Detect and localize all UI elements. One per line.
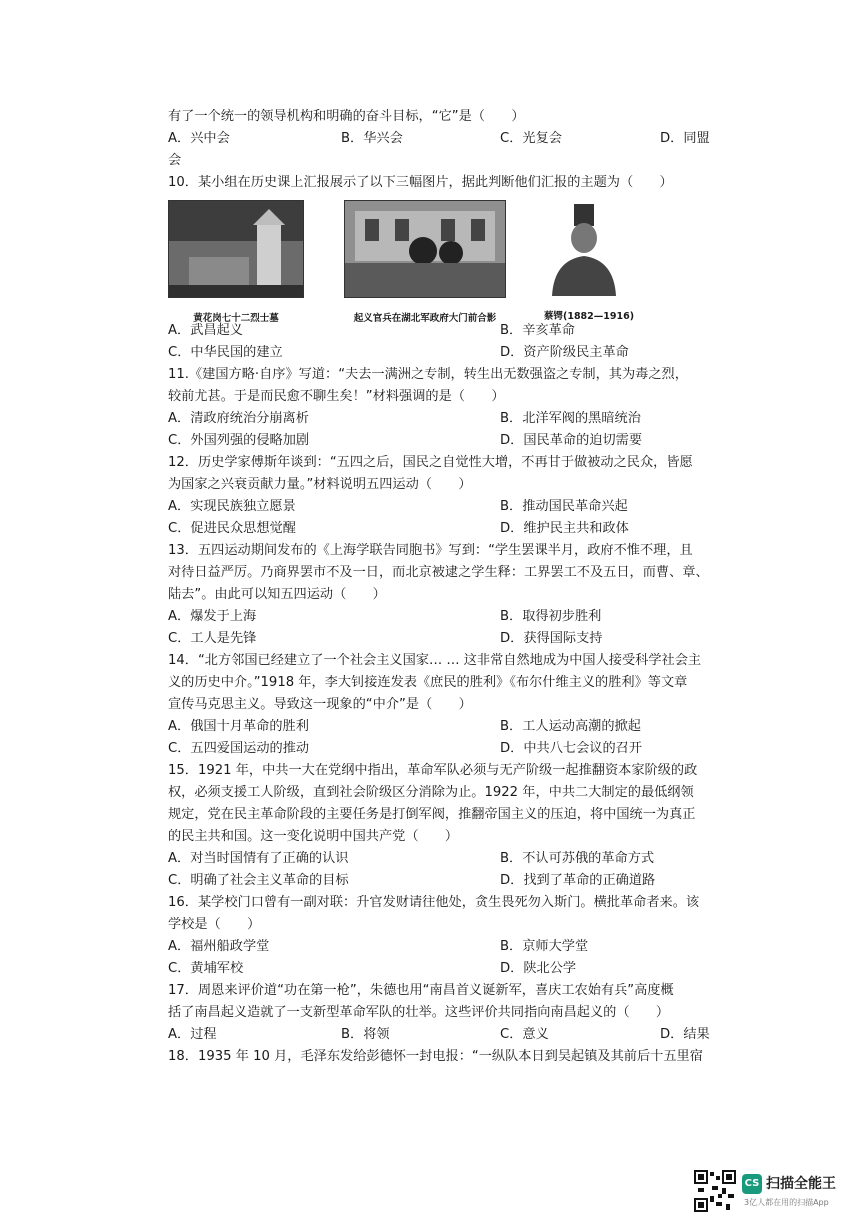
q9-option-a: A．兴中会: [168, 131, 230, 146]
q13-option-c: C．工人是先锋: [168, 631, 257, 646]
scanner-brand-name: 扫描全能王: [766, 1176, 836, 1192]
q11-option-d: D．国民革命的迫切需要: [500, 433, 643, 448]
q16-option-b: B．京师大学堂: [500, 939, 589, 954]
q10-option-c: C．中华民国的建立: [168, 345, 283, 360]
q15-option-c: C．明确了社会主义革命的目标: [168, 873, 349, 888]
q15-option-a: A．对当时国情有了正确的认识: [168, 851, 349, 866]
q10-stem: 10．某小组在历史课上汇报展示了以下三幅图片，据此判断他们汇报的主题为（ ）: [168, 175, 673, 190]
q14-options-row2: [168, 738, 712, 760]
q14-option-b: B．工人运动高潮的掀起: [500, 719, 641, 734]
q11-stem-line: 较前尤甚。于是而民愈不聊生矣！”材料强调的是（ ）: [168, 389, 505, 404]
q12-option-d: D．维护民主共和政体: [500, 521, 629, 536]
q15-options-row1: [168, 848, 712, 870]
qr-code-icon: [694, 1170, 736, 1212]
q13-stem-line: 13．五四运动期间发布的《上海学联告同胞书》写到：“学生罢课半月，政府不惟不理，且: [168, 543, 693, 558]
q16-option-c: C．黄埔军校: [168, 961, 244, 976]
scanner-watermark: [694, 1170, 854, 1216]
q15-option-b: B．不认可苏俄的革命方式: [500, 851, 655, 866]
figure-martyrs-tomb: [168, 200, 304, 330]
q15-stem-line: 权，必须支援工人阶级，直到社会阶级区分消除为止。1922 年，中共二大制定的最低纲领: [168, 785, 694, 800]
q9-option-c: C．光复会: [500, 131, 562, 146]
military-government-photo: [344, 200, 506, 298]
q16-options-row2: [168, 958, 712, 980]
q16-option-a: A．福州船政学堂: [168, 939, 270, 954]
q10-option-a: A．武昌起义: [168, 323, 243, 338]
q12-options-row2: [168, 518, 712, 540]
q13-option-d: D．获得国际支持: [500, 631, 603, 646]
question-list: [168, 106, 712, 1068]
q13-options-row1: [168, 606, 712, 628]
q9-option-b: B．华兴会: [341, 131, 403, 146]
q10-option-b: B．辛亥革命: [500, 323, 575, 338]
q14-option-a: A．俄国十月革命的胜利: [168, 719, 309, 734]
q13-options-row2: [168, 628, 712, 650]
q17-option-a: A．过程: [168, 1027, 217, 1042]
q15-option-d: D．找到了革命的正确道路: [500, 873, 656, 888]
q12-option-c: C．促进民众思想觉醒: [168, 521, 296, 536]
q14-option-d: D．中共八七会议的召开: [500, 741, 643, 756]
q17-option-d: D．结果: [660, 1027, 710, 1042]
figure-cai-e: [544, 200, 634, 328]
q17-stem-line: 括了南昌起义造就了一支新型革命军队的壮举。这些评价共同指向南昌起义的（ ）: [168, 1005, 670, 1020]
q10-options-row2: [168, 342, 712, 364]
q15-stem-line: 的民主共和国。这一变化说明中国共产党（ ）: [168, 829, 459, 844]
q14-option-c: C．五四爱国运动的推动: [168, 741, 310, 756]
q16-stem-line: 16．某学校门口曾有一副对联：升官发财请往他处，贪生畏死勿入斯门。横批革命者来。该: [168, 895, 700, 910]
caption-cai-e: 蔡锷(1882—1916): [544, 311, 635, 322]
q12-option-b: B．推动国民革命兴起: [500, 499, 628, 514]
q9-options: [168, 128, 712, 150]
q9-stem: 有了一个统一的领导机构和明确的奋斗目标，“它”是（ ）: [168, 109, 525, 124]
q10-options-row1: [168, 320, 712, 342]
q12-options-row1: [168, 496, 712, 518]
q16-stem-line: 学校是（ ）: [168, 917, 261, 932]
q11-option-a: A．清政府统治分崩离析: [168, 411, 309, 426]
q12-stem-line: 为国家之兴衰贡献力量。”材料说明五四运动（ ）: [168, 477, 472, 492]
q16-options-row1: [168, 936, 712, 958]
q14-options-row1: [168, 716, 712, 738]
q14-stem-line: 14．“北方邻国已经建立了一个社会主义国家… … 这非常自然地成为中国人接受科学社会主: [168, 653, 702, 668]
q14-stem-line: 宣传马克思主义。导致这一现象的“中介”是（ ）: [168, 697, 472, 712]
q13-stem-line: 陆去”。由此可以知五四运动（ ）: [168, 587, 386, 602]
cai-e-portrait: [544, 200, 624, 296]
q12-option-a: A．实现民族独立愿景: [168, 499, 296, 514]
caption-martyrs-tomb: 黄花岗七十二烈士墓: [193, 313, 279, 324]
q12-stem-line: 12．历史学家傅斯年谈到：“五四之后，国民之自觉性大增，不再甘于做被动之民众，皆愿: [168, 455, 693, 470]
q9-option-d-wrap: 会: [168, 153, 182, 168]
q15-options-row2: [168, 870, 712, 892]
q17-options: [168, 1024, 712, 1046]
q17-option-b: B．将领: [341, 1027, 390, 1042]
figure-military-government: [344, 200, 506, 330]
camscanner-logo-icon: CS: [742, 1174, 762, 1194]
q11-options-row1: [168, 408, 712, 430]
q11-option-b: B．北洋军阀的黑暗统治: [500, 411, 641, 426]
caption-military-government: 起义官兵在湖北军政府大门前合影: [353, 313, 497, 324]
q13-option-a: A．爆发于上海: [168, 609, 257, 624]
q10-option-d: D．资产阶级民主革命: [500, 345, 629, 360]
scanner-slogan: 3亿人都在用的扫描App: [744, 1198, 829, 1207]
q17-stem-line: 17．周恩来评价道“功在第一枪”，朱德也用“南昌首义诞新军，喜庆工农始有兵”高度概: [168, 983, 674, 998]
q17-option-c: C．意义: [500, 1027, 549, 1042]
q16-option-d: D．陕北公学: [500, 961, 577, 976]
q13-stem-line: 对待日益严厉。乃商界罢市不及一日，而北京被逮之学生释：工界罢工不及五日，而曹、章、: [168, 565, 709, 580]
q13-option-b: B．取得初步胜利: [500, 609, 602, 624]
q9-option-d: D．同盟: [660, 131, 710, 146]
q11-stem-line: 11.《建国方略·自序》写道：“夫去一满洲之专制，转生出无数强盗之专制，其为毒之烈，: [168, 367, 688, 382]
q10-figures: [168, 200, 712, 324]
q15-stem-line: 15．1921 年，中共一大在党纲中指出，革命军队必须与无产阶级一起推翻资本家阶级的政: [168, 763, 698, 778]
q11-option-c: C．外国列强的侵略加剧: [168, 433, 310, 448]
q14-stem-line: 义的历史中介。”1918 年，李大钊接连发表《庶民的胜利》《布尔什维主义的胜利》等文章: [168, 675, 688, 690]
q15-stem-line: 规定，党在民主革命阶段的主要任务是打倒军阀，推翻帝国主义的压迫，将中国统一为真正: [168, 807, 696, 822]
q11-options-row2: [168, 430, 712, 452]
martyrs-tomb-photo: [168, 200, 304, 298]
q18-stem: 18．1935 年 10 月，毛泽东发给彭德怀一封电报：“一纵队本日到吴起镇及其前后十五里宿: [168, 1049, 703, 1064]
